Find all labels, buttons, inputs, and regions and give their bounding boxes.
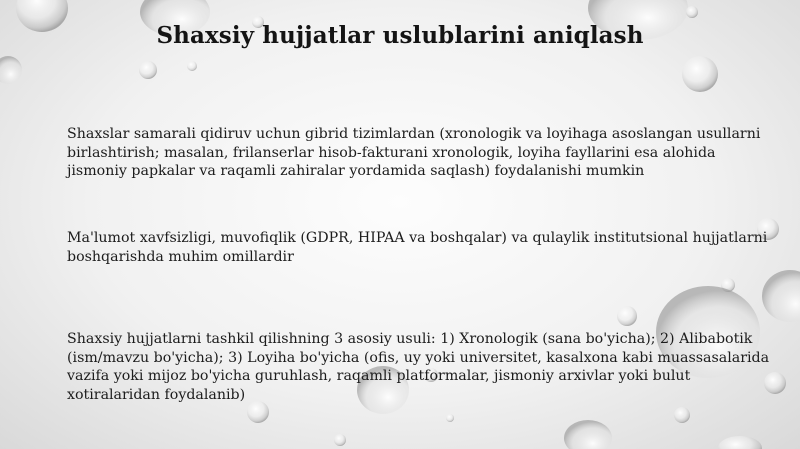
- paragraph-hybrid-systems: Shaxslar samarali qidiruv uchun gibrid tizimlardan (xronologik va loyihaga asoslangan usullarni birlashtirish; masalan, frilanserlar hisob-fakturani xronologik, loyiha fayllarini esa alohida jismoniy papkalar va raqamli zahiralar yordamida saqlash) foydalanishi mumkin: [67, 126, 761, 179]
- droplet: [446, 414, 454, 422]
- paragraph-data-security: Ma'lumot xavfsizligi, muvofiqlik (GDPR, HIPAA va boshqalar) va qulaylik institutsional hujjatlarni boshqarishda muhim omillardir: [67, 230, 768, 265]
- droplet: [0, 56, 22, 84]
- droplet: [334, 434, 346, 446]
- droplet: [674, 407, 690, 423]
- droplet: [617, 306, 637, 326]
- paragraph-three-methods: Shaxsiy hujjatlarni tashkil qilishning 3 asosiy usuli: 1) Xronologik (sana bo'yicha); 2) Alibabotik (ism/mavzu bo'yicha); 3) Loyiha bo'yicha (ofis, uy yoki universitet, kasalxona kabi muassasalarida vazifa yoki mijoz bo'yicha guruhlash, raqamli platformalar, jismoniy arxivlar yoki bulut xotiralaridan foydalanib): [67, 331, 770, 403]
- droplet: [682, 56, 718, 92]
- droplet: [718, 436, 762, 449]
- droplet: [762, 270, 800, 322]
- droplet: [686, 6, 698, 18]
- droplet: [187, 61, 197, 71]
- droplet: [564, 420, 612, 449]
- slide-title: Shaxsiy hujjatlar uslublarini aniqlash: [156, 22, 644, 49]
- droplet: [247, 401, 269, 423]
- droplet: [139, 61, 157, 79]
